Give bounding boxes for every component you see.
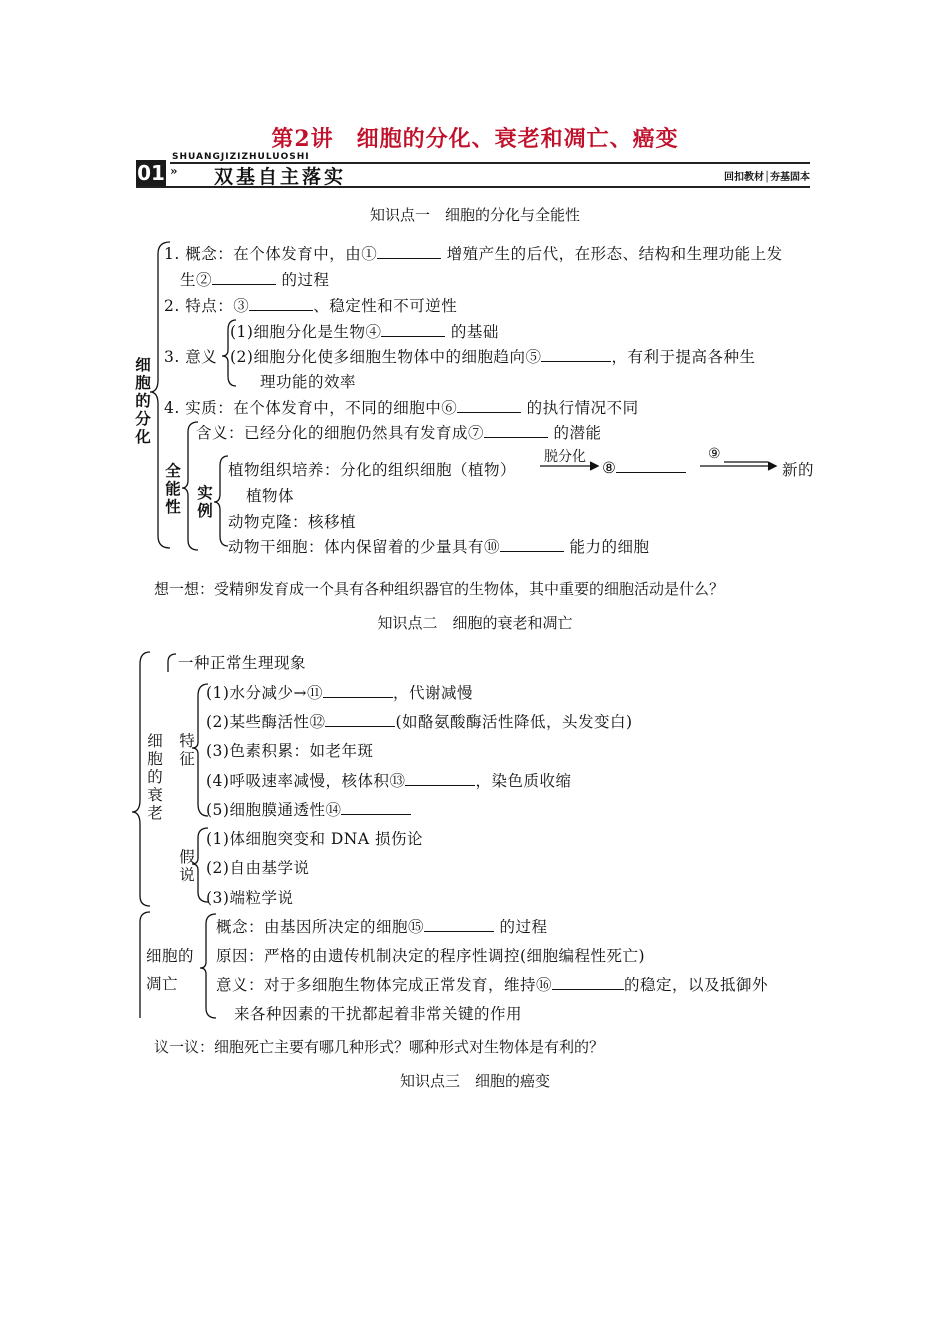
discuss-question: 议一议：细胞死亡主要有哪几种形式？哪种形式对生物体是有利的？ — [154, 1038, 605, 1056]
plant-step-8 — [602, 458, 686, 477]
blank-7[interactable] — [484, 423, 548, 438]
feature-label: 特征 — [179, 732, 195, 768]
apoptosis-concept-a: 概念：由基因所决定的细胞⑮ — [216, 918, 425, 936]
blank-14[interactable] — [341, 800, 411, 815]
section-name: 双基自主落实 — [214, 166, 347, 188]
blank-8[interactable] — [616, 458, 686, 473]
blank-10[interactable] — [500, 537, 564, 552]
think-question: 想一想：受精卵发育成一个具有各种组织器官的生物体，其中重要的细胞活动是什么？ — [154, 580, 725, 598]
page-title: 第2讲 细胞的分化、衰老和凋亡、癌变 — [271, 126, 679, 152]
plant-step-8-label: ⑧ — [602, 459, 617, 477]
section-number-badge: 01 — [137, 161, 165, 185]
kp3-title: 知识点三 细胞的癌变 — [399, 1072, 550, 1090]
kp1-concept-text-b: 增殖产生的后代，在形态、结构和生理功能上发 — [446, 245, 783, 263]
apoptosis-cause: 原因：严格的由遗传机制决定的程序性调控(细胞编程性死亡) — [216, 947, 646, 965]
hypothesis-label: 假说 — [179, 848, 195, 884]
feature-4b: ，染色质收缩 — [475, 772, 572, 790]
kp1-meaning-2c: 理功能的效率 — [260, 373, 357, 391]
kp1-meaning-1b: 的基础 — [450, 323, 499, 341]
hypothesis-3: (3)端粒学说 — [206, 889, 294, 907]
double-chevron-icon: » — [170, 164, 178, 178]
section-right-tag: 回扣教材│夯基固本 — [723, 172, 810, 183]
kp1-meaning-1 — [230, 320, 499, 342]
blank-3[interactable] — [249, 296, 313, 311]
apoptosis-label-2: 凋亡 — [146, 975, 179, 993]
aging-label: 细胞的衰老 — [147, 732, 163, 822]
feature-5 — [206, 798, 411, 820]
kp1-meaning-label: 3. 意义 — [164, 348, 218, 366]
stem-cell-line — [228, 535, 649, 557]
feature-1 — [206, 681, 473, 703]
animal-clone-text: 动物克隆：核移植 — [228, 513, 357, 531]
kp1-meaning-2b: ，有利于提高各种生 — [611, 348, 756, 366]
kp1-concept-line — [164, 242, 783, 264]
kp1-feature-line — [164, 294, 457, 316]
kp1-concept-text-a: 1. 概念：在个体发育中，由① — [164, 245, 378, 263]
apoptosis-meaning-a: 意义：对于多细胞生物体完成正常发育，维持⑯ — [216, 976, 553, 994]
plant-body-text: 植物体 — [246, 487, 295, 505]
hypothesis-2: (2)自由基学说 — [206, 859, 310, 877]
kp1-concept-text-c: 生② — [180, 271, 213, 289]
blank-12[interactable] — [325, 712, 395, 727]
plant-new-text: 新的 — [782, 461, 815, 479]
feature-2a: (2)某些酶活性⑫ — [206, 713, 326, 731]
feature-5a: (5)细胞膜通透性⑭ — [206, 801, 342, 819]
apoptosis-meaning-c: 来各种因素的干扰都起着非常关键的作用 — [234, 1005, 523, 1023]
kp1-essence-b: 的执行情况不同 — [526, 399, 639, 417]
stem-cell-a: 动物干细胞：体内保留着的少量具有⑩ — [228, 538, 501, 556]
kp1-essence-line — [164, 396, 639, 418]
totipotency-label: 全能性 — [165, 461, 181, 516]
plant-culture-text: 植物组织培养：分化的组织细胞（植物） — [228, 461, 517, 479]
kp1-feature-text-a: 2. 特点：③ — [164, 297, 250, 315]
apoptosis-meaning-b: 的稳定，以及抵御外 — [624, 976, 769, 994]
blank-1[interactable] — [377, 244, 441, 259]
kp1-meaning-1a: (1)细胞分化是生物④ — [230, 323, 382, 341]
feature-2 — [206, 710, 633, 732]
example-label: 实例 — [197, 483, 213, 520]
feature-2b: (如酪氨酸酶活性降低，头发变白) — [395, 713, 633, 731]
dedifferentiation-label: 脱分化 — [544, 449, 586, 465]
hypothesis-1: (1)体细胞突变和 DNA 损伤论 — [206, 830, 423, 848]
blank-13[interactable] — [405, 771, 475, 786]
feature-1b: ，代谢减慢 — [392, 684, 473, 702]
blank-15[interactable] — [424, 917, 494, 932]
feature-4a: (4)呼吸速率减慢，核体积⑬ — [206, 772, 406, 790]
totipotency-def-b: 的潜能 — [553, 424, 602, 442]
apoptosis-meaning — [216, 973, 768, 995]
apoptosis-concept-b: 的过程 — [499, 918, 548, 936]
plant-step-9-label: ⑨ — [708, 446, 721, 462]
kp1-concept-line2 — [180, 268, 329, 290]
apoptosis-label-1: 细胞的 — [146, 947, 195, 965]
kp1-group-label: 细胞的分化 — [135, 355, 151, 446]
feature-4 — [206, 769, 571, 791]
kp2-title: 知识点二 细胞的衰老和凋亡 — [377, 614, 573, 632]
blank-11[interactable] — [323, 683, 393, 698]
section-pinyin: SHUANGJIZIZHULUOSHI — [172, 152, 310, 162]
kp1-title: 知识点一 细胞的分化与全能性 — [369, 206, 580, 224]
kp1-essence-a: 4. 实质：在个体发育中，不同的细胞中⑥ — [164, 399, 458, 417]
totipotency-def — [196, 421, 601, 443]
kp1-meaning-2 — [230, 345, 755, 367]
apoptosis-concept — [216, 915, 547, 937]
normal-phenomenon: 一种正常生理现象 — [178, 654, 307, 672]
totipotency-def-a: 含义：已经分化的细胞仍然具有发育成⑦ — [196, 424, 485, 442]
blank-6[interactable] — [457, 398, 521, 413]
kp1-concept-text-d: 的过程 — [281, 271, 330, 289]
blank-16[interactable] — [552, 975, 624, 990]
blank-5[interactable] — [541, 347, 611, 362]
kp1-feature-text-b: 、稳定性和不可逆性 — [313, 297, 458, 315]
blank-4[interactable] — [381, 322, 445, 337]
stem-cell-b: 能力的细胞 — [569, 538, 650, 556]
feature-3: (3)色素积累：如老年斑 — [206, 742, 374, 760]
blank-2[interactable] — [212, 270, 276, 285]
feature-1a: (1)水分减少→⑪ — [206, 684, 323, 702]
kp1-meaning-2a: (2)细胞分化使多细胞生物体中的细胞趋向⑤ — [230, 348, 542, 366]
